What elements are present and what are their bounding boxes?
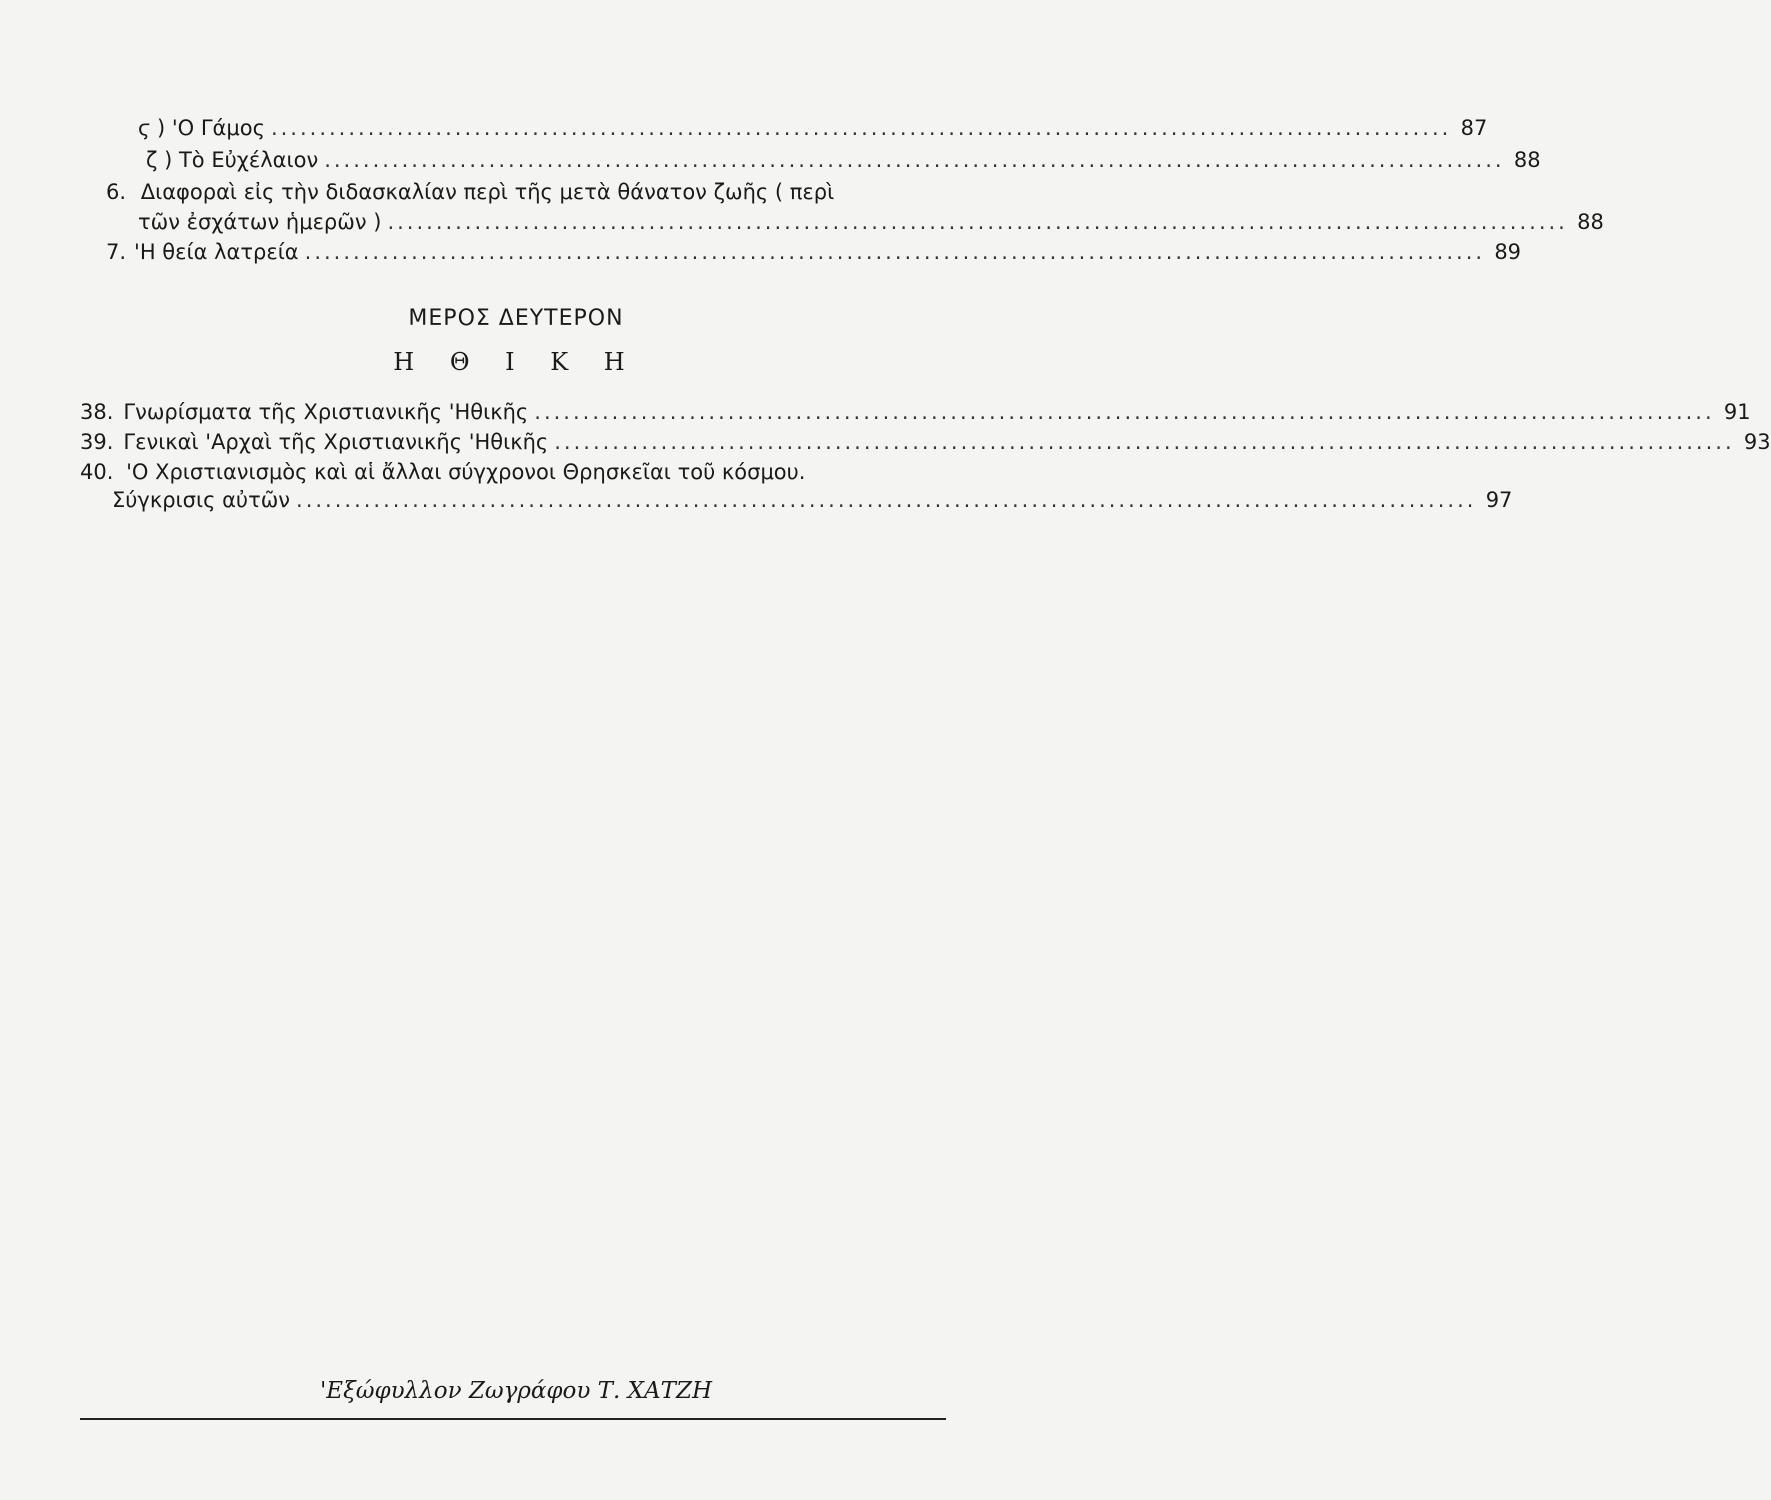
toc-entry	[112, 486, 1513, 514]
toc-entry-label: ζ ) Τὸ Εὐχέλαιον	[146, 148, 319, 172]
toc-entry	[138, 114, 1488, 142]
leader-dots: ..........................................................................................................................	[534, 400, 1715, 424]
toc-entry-page: 88	[1513, 148, 1541, 172]
toc-entry	[146, 146, 1541, 174]
bottom-rule	[80, 1418, 946, 1420]
toc-entry-label-continued: τῶν ἐσχάτων ἡμερῶν )	[138, 210, 382, 234]
toc-entry	[80, 428, 1771, 456]
leader-dots: ..........................................................................................................................	[387, 210, 1568, 234]
toc-entry-label: Διαφοραὶ εἰς τὴν διδασκαλίαν περὶ τῆς μετὰ θάνατον ζωῆς ( περὶ	[140, 180, 835, 204]
toc-entry-label: Γνωρίσματα τῆς Χριστιανικῆς 'Ηθικῆς	[123, 400, 529, 424]
toc-entry-first-line	[106, 178, 884, 206]
toc-entry	[138, 208, 1604, 236]
cover-credit: 'Εξώφυλλον Ζωγράφου Τ. ΧΑΤΖΗ	[319, 1378, 713, 1404]
toc-entry-label: ϛ ) 'Ο Γάμος	[138, 116, 265, 140]
toc-entry-number: 7.	[106, 240, 127, 264]
toc-entry-label: 'Ο Χριστιανισμὸς καὶ αἱ ἄλλαι σύγχρονοι Θρησκεῖαι τοῦ κόσμου.	[126, 460, 806, 484]
leader-dots: ..........................................................................................................................	[296, 488, 1477, 512]
leader-dots: ..........................................................................................................................	[554, 430, 1735, 454]
leader-dots: ..........................................................................................................................	[324, 148, 1505, 172]
toc-entry-label: Γενικαὶ 'Αρχαὶ τῆς Χριστιανικῆς 'Ηθικῆς	[123, 430, 549, 454]
toc-entry	[106, 238, 1522, 266]
toc-entry-number: 38.	[80, 400, 114, 424]
toc-entry-page: 97	[1485, 488, 1513, 512]
part-subtitle: Η Θ Ι Κ Η	[393, 348, 639, 376]
toc-entry-label-continued: Σύγκρισις αὐτῶν	[112, 488, 291, 512]
toc-entry-page: 91	[1723, 400, 1751, 424]
leader-dots: ..........................................................................................................................	[304, 240, 1486, 264]
toc-entry	[80, 398, 1751, 426]
toc-entry-number: 39.	[80, 430, 114, 454]
toc-entry-first-line	[80, 458, 880, 486]
part-title: ΜΕΡΟΣ ΔΕΥΤΕΡΟΝ	[408, 306, 624, 331]
toc-entry-label: 'Η θεία λατρεία	[134, 240, 299, 264]
leader-dots: ..........................................................................................................................	[270, 116, 1452, 140]
toc-entry-number: 6.	[106, 180, 127, 204]
toc-entry-page: 89	[1494, 240, 1522, 264]
toc-entry-number: 40.	[80, 460, 114, 484]
toc-entry-page: 87	[1460, 116, 1488, 140]
toc-entry-page: 88	[1577, 210, 1604, 234]
toc-entry-page: 93	[1743, 430, 1771, 454]
